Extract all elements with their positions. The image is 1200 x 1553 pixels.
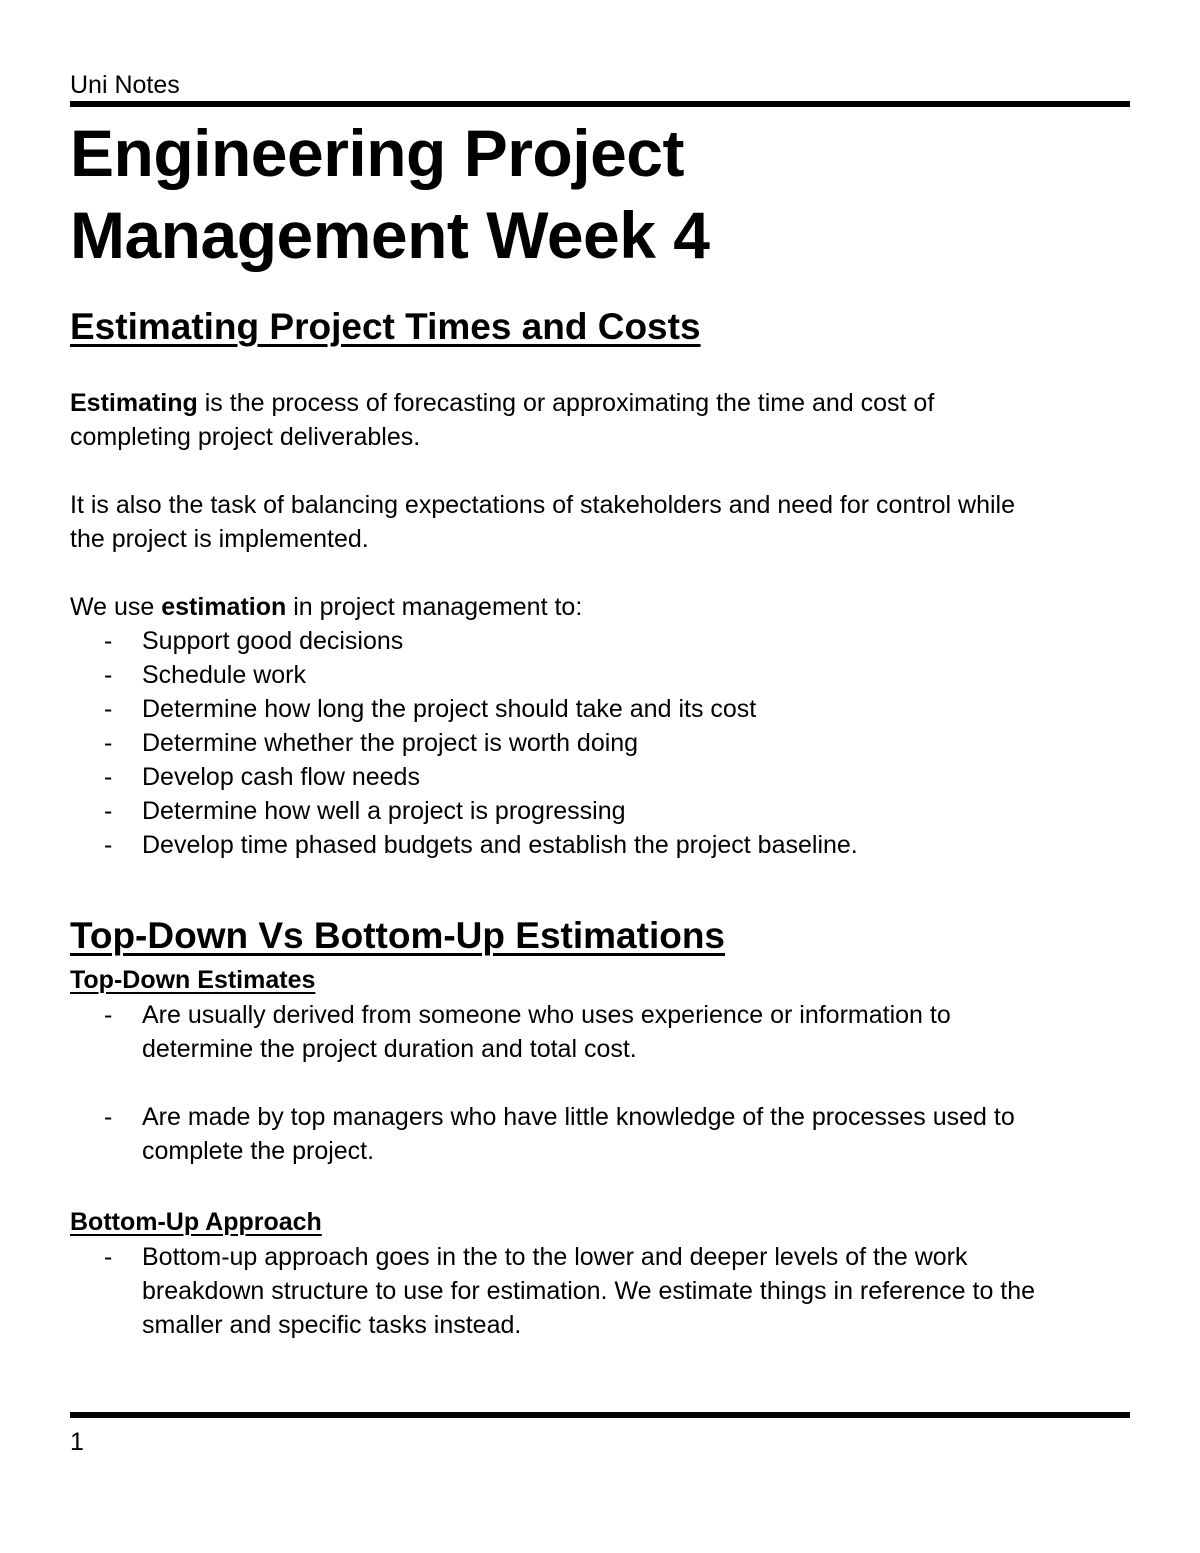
list-item-text: Determine whether the project is worth doing xyxy=(142,729,639,757)
term-estimating: Estimating xyxy=(70,389,198,417)
paragraph-estimation-use xyxy=(70,590,582,624)
page-number: 1 xyxy=(70,1428,84,1456)
header-label: Uni Notes xyxy=(70,71,180,99)
paragraph-text: is the process of forecasting or approximating the time and cost of xyxy=(197,389,935,417)
subheading-bottom-up: Bottom-Up Approach xyxy=(70,1208,322,1236)
bullet-dash: - xyxy=(104,1001,113,1029)
section-heading-topdown-bottomup: Top-Down Vs Bottom-Up Estimations xyxy=(70,915,725,956)
list-item xyxy=(0,1100,1200,1168)
estimation-uses-list xyxy=(0,624,1200,864)
list-item-text: Determine how well a project is progressing xyxy=(142,797,626,825)
bullet-dash: - xyxy=(104,1243,113,1271)
list-item-text: smaller and specific tasks instead. xyxy=(142,1311,522,1339)
paragraph-text: the project is implemented. xyxy=(70,525,369,553)
list-item-text: Determine how long the project should take and its cost xyxy=(142,695,757,723)
bullet-dash: - xyxy=(104,695,113,723)
paragraph-text: in project management to: xyxy=(286,593,583,621)
bullet-dash: - xyxy=(104,831,113,859)
list-item-text: breakdown structure to use for estimation. We estimate things in reference to the xyxy=(142,1277,1036,1305)
paragraph-text: We use xyxy=(70,593,162,621)
list-item-text: complete the project. xyxy=(142,1137,375,1165)
bullet-dash: - xyxy=(104,661,113,689)
section-heading-estimating: Estimating Project Times and Costs xyxy=(70,306,701,347)
footer-rule xyxy=(70,1412,1130,1418)
paragraph-estimating-def xyxy=(70,386,934,454)
document-title xyxy=(70,112,710,276)
paragraph-text: completing project deliverables. xyxy=(70,423,421,451)
bullet-dash: - xyxy=(104,763,113,791)
bullet-dash: - xyxy=(104,1103,113,1131)
list-item-text: Are made by top managers who have little knowledge of the processes used to xyxy=(142,1103,1015,1131)
header-rule xyxy=(70,101,1130,107)
title-line-2: Management Week 4 xyxy=(70,198,710,272)
list-item-text: determine the project duration and total cost. xyxy=(142,1035,637,1063)
bullet-dash: - xyxy=(104,627,113,655)
list-item-text: Bottom-up approach goes in the to the lower and deeper levels of the work xyxy=(142,1243,968,1271)
list-item-text: Support good decisions xyxy=(142,627,404,655)
list-item-text: Develop cash flow needs xyxy=(142,763,420,791)
list-item-text: Schedule work xyxy=(142,661,306,689)
term-estimation: estimation xyxy=(161,593,287,621)
bullet-dash: - xyxy=(104,797,113,825)
list-item xyxy=(0,998,1200,1066)
bullet-dash: - xyxy=(104,729,113,757)
list-item-text: Develop time phased budgets and establish the project baseline. xyxy=(142,831,858,859)
subheading-top-down: Top-Down Estimates xyxy=(70,966,316,994)
paragraph-balancing xyxy=(70,488,1015,556)
paragraph-text: It is also the task of balancing expectations of stakeholders and need for control while xyxy=(70,491,1016,519)
list-item-text: Are usually derived from someone who uses experience or information to xyxy=(142,1001,951,1029)
title-line-1: Engineering Project xyxy=(70,116,684,190)
list-item xyxy=(0,1240,1200,1342)
